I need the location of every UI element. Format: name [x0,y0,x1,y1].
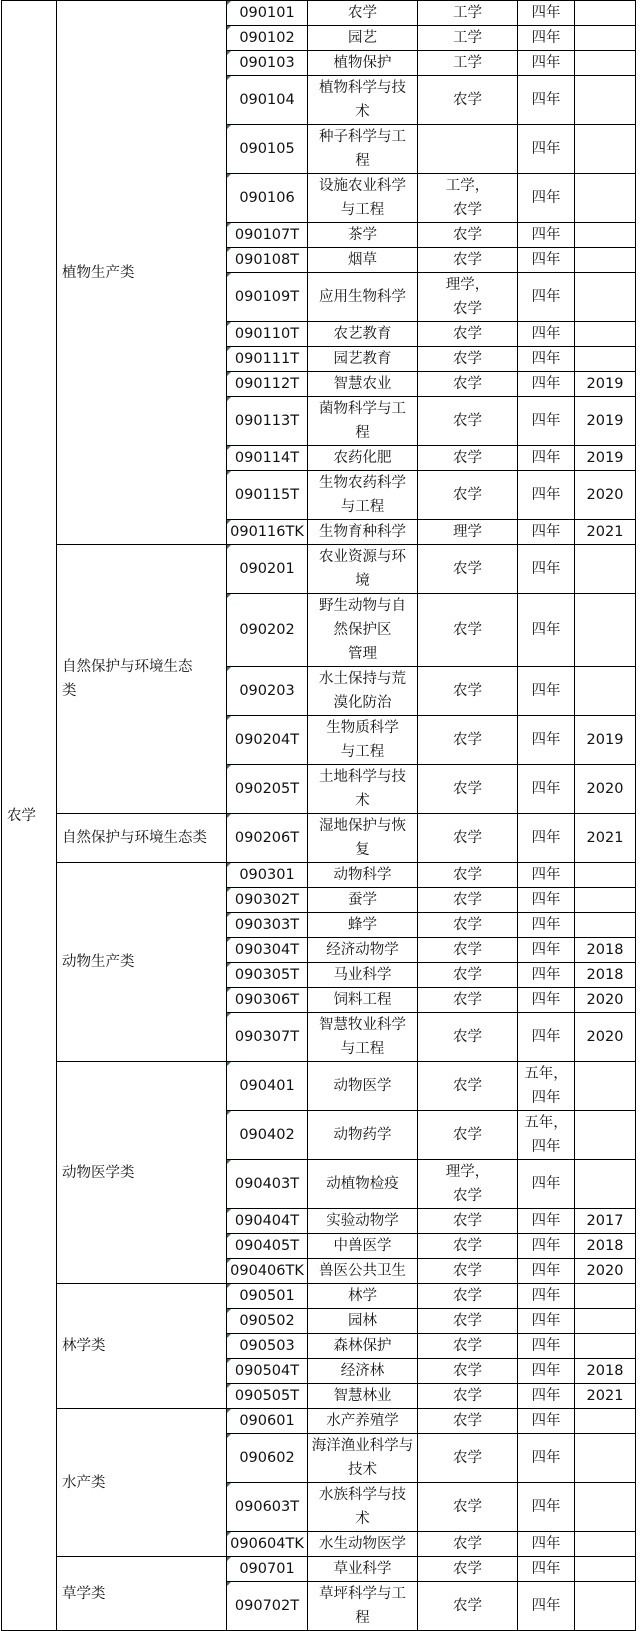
category-cell: 自然保护与环境生态 类 [57,545,227,814]
year-added-cell [575,1,636,26]
table-row [2,545,636,594]
year-added-cell: 2021 [575,1384,636,1409]
duration-cell: 四年 [518,1259,575,1284]
major-name-cell: 种子科学与工 程 [308,125,418,174]
major-code-cell: 090205T [227,765,308,814]
degree-cell: 农学 [418,1557,518,1582]
degree-cell: 农学 [418,1309,518,1334]
duration-cell: 四年 [518,1,575,26]
duration-cell: 四年 [518,1234,575,1259]
degree-cell: 农学 [418,322,518,347]
category-cell: 林学类 [57,1284,227,1409]
degree-cell: 理学 [418,520,518,545]
category-cell: 动物生产类 [57,863,227,1062]
major-name-cell: 动物药学 [308,1111,418,1160]
year-added-cell [575,1582,636,1631]
duration-cell: 四年 [518,397,575,446]
year-added-cell [575,223,636,248]
major-name-cell: 动植物检疫 [308,1160,418,1209]
degree-cell [418,125,518,174]
major-catalog-table [1,0,636,1631]
duration-cell: 四年 [518,76,575,125]
major-code-cell: 090502 [227,1309,308,1334]
major-code-cell: 090107T [227,223,308,248]
major-code-cell: 090402 [227,1111,308,1160]
degree-cell: 农学 [418,667,518,716]
table-row [2,1284,636,1309]
year-added-cell [575,322,636,347]
major-code-cell: 090106 [227,174,308,223]
major-code-cell: 090108T [227,248,308,273]
duration-cell: 四年 [518,471,575,520]
major-name-cell: 水产养殖学 [308,1409,418,1434]
major-name-cell: 实验动物学 [308,1209,418,1234]
degree-cell: 农学 [418,1334,518,1359]
degree-cell: 农学 [418,1483,518,1532]
major-name-cell: 动物科学 [308,863,418,888]
category-cell: 草学类 [57,1557,227,1631]
degree-cell: 农学 [418,765,518,814]
table-row [2,863,636,888]
major-name-cell: 草业科学 [308,1557,418,1582]
degree-cell: 农学 [418,372,518,397]
major-name-cell: 农药化肥 [308,446,418,471]
year-added-cell: 2018 [575,1234,636,1259]
duration-cell: 四年 [518,223,575,248]
major-code-cell: 090102 [227,26,308,51]
year-added-cell: 2018 [575,1359,636,1384]
duration-cell: 四年 [518,125,575,174]
year-added-cell [575,1434,636,1483]
duration-cell: 四年 [518,174,575,223]
major-code-cell: 090202 [227,594,308,667]
duration-cell: 四年 [518,51,575,76]
major-name-cell: 蜂学 [308,913,418,938]
degree-cell: 农学 [418,963,518,988]
year-added-cell: 2019 [575,372,636,397]
major-name-cell: 野生动物与自 然保护区 管理 [308,594,418,667]
year-added-cell [575,1284,636,1309]
major-name-cell: 生物农药科学 与工程 [308,471,418,520]
year-added-cell [575,1483,636,1532]
year-added-cell [575,1111,636,1160]
duration-cell: 四年 [518,594,575,667]
degree-cell: 农学 [418,888,518,913]
major-name-cell: 草坪科学与工 程 [308,1582,418,1631]
category-cell: 动物医学类 [57,1062,227,1284]
year-added-cell: 2019 [575,716,636,765]
major-name-cell: 农学 [308,1,418,26]
major-name-cell: 植物科学与技 术 [308,76,418,125]
degree-cell: 农学 [418,988,518,1013]
year-added-cell [575,1557,636,1582]
major-code-cell: 090603T [227,1483,308,1532]
duration-cell: 四年 [518,1557,575,1582]
duration-cell: 四年 [518,667,575,716]
major-code-cell: 090116TK [227,520,308,545]
year-added-cell: 2020 [575,988,636,1013]
year-added-cell: 2021 [575,814,636,863]
major-code-cell: 090104 [227,76,308,125]
major-code-cell: 090302T [227,888,308,913]
major-code-cell: 090109T [227,273,308,322]
duration-cell: 四年 [518,322,575,347]
major-name-cell: 园林 [308,1309,418,1334]
degree-cell: 农学 [418,1384,518,1409]
major-code-cell: 090505T [227,1384,308,1409]
degree-cell: 农学 [418,1284,518,1309]
duration-cell: 四年 [518,1384,575,1409]
duration-cell: 四年 [518,26,575,51]
year-added-cell: 2019 [575,397,636,446]
duration-cell: 四年 [518,888,575,913]
major-code-cell: 090403T [227,1160,308,1209]
major-code-cell: 090105 [227,125,308,174]
major-name-cell: 园艺 [308,26,418,51]
degree-cell: 工学 [418,26,518,51]
year-added-cell [575,76,636,125]
major-name-cell: 农艺教育 [308,322,418,347]
major-name-cell: 智慧林业 [308,1384,418,1409]
year-added-cell [575,545,636,594]
major-code-cell: 090112T [227,372,308,397]
major-name-cell: 马业科学 [308,963,418,988]
major-name-cell: 水土保持与荒 漠化防治 [308,667,418,716]
major-code-cell: 090103 [227,51,308,76]
degree-cell: 农学 [418,1111,518,1160]
degree-cell: 农学 [418,938,518,963]
duration-cell: 四年 [518,814,575,863]
year-added-cell [575,1334,636,1359]
duration-cell: 四年 [518,1409,575,1434]
table-row [2,1409,636,1434]
degree-cell: 工学 [418,51,518,76]
major-name-cell: 植物保护 [308,51,418,76]
duration-cell: 四年 [518,372,575,397]
year-added-cell [575,1532,636,1557]
degree-cell: 理学， 农学 [418,273,518,322]
year-added-cell [575,1309,636,1334]
degree-cell: 农学 [418,76,518,125]
year-added-cell [575,863,636,888]
year-added-cell: 2017 [575,1209,636,1234]
major-name-cell: 生物育种科学 [308,520,418,545]
major-code-cell: 090404T [227,1209,308,1234]
discipline-cell: 农学 [2,1,57,1631]
duration-cell: 四年 [518,863,575,888]
major-code-cell: 090206T [227,814,308,863]
major-code-cell: 090111T [227,347,308,372]
degree-cell: 农学 [418,1259,518,1284]
major-code-cell: 090701 [227,1557,308,1582]
major-name-cell: 湿地保护与恢 复 [308,814,418,863]
table-row [2,1,636,26]
year-added-cell [575,125,636,174]
year-added-cell: 2021 [575,520,636,545]
duration-cell: 四年 [518,1160,575,1209]
major-name-cell: 菌物科学与工 程 [308,397,418,446]
year-added-cell: 2020 [575,1013,636,1062]
year-added-cell [575,1160,636,1209]
duration-cell: 四年 [518,1309,575,1334]
table-row [2,1557,636,1582]
duration-cell: 四年 [518,913,575,938]
degree-cell: 农学 [418,248,518,273]
major-name-cell: 动物医学 [308,1062,418,1111]
major-code-cell: 090301 [227,863,308,888]
major-name-cell: 林学 [308,1284,418,1309]
degree-cell: 农学 [418,1062,518,1111]
duration-cell: 四年 [518,446,575,471]
major-code-cell: 090306T [227,988,308,1013]
category-cell: 水产类 [57,1409,227,1557]
major-code-cell: 090304T [227,938,308,963]
degree-cell: 农学 [418,716,518,765]
degree-cell: 农学 [418,814,518,863]
year-added-cell: 2018 [575,963,636,988]
degree-cell: 理学， 农学 [418,1160,518,1209]
degree-cell: 农学 [418,594,518,667]
duration-cell: 四年 [518,545,575,594]
major-code-cell: 090501 [227,1284,308,1309]
year-added-cell: 2019 [575,446,636,471]
major-name-cell: 园艺教育 [308,347,418,372]
major-name-cell: 经济林 [308,1359,418,1384]
duration-cell: 四年 [518,1334,575,1359]
degree-cell: 农学 [418,913,518,938]
degree-cell: 农学 [418,1013,518,1062]
major-code-cell: 090503 [227,1334,308,1359]
year-added-cell [575,248,636,273]
major-name-cell: 蚕学 [308,888,418,913]
year-added-cell [575,667,636,716]
catalog-body [2,1,636,1631]
major-code-cell: 090601 [227,1409,308,1434]
major-name-cell: 生物质科学 与工程 [308,716,418,765]
major-name-cell: 中兽医学 [308,1234,418,1259]
major-code-cell: 090203 [227,667,308,716]
year-added-cell [575,273,636,322]
major-code-cell: 090504T [227,1359,308,1384]
year-added-cell [575,174,636,223]
duration-cell: 四年 [518,765,575,814]
duration-cell: 四年 [518,1284,575,1309]
major-code-cell: 090303T [227,913,308,938]
major-name-cell: 智慧牧业科学 与工程 [308,1013,418,1062]
degree-cell: 农学 [418,1209,518,1234]
major-code-cell: 090204T [227,716,308,765]
year-added-cell [575,26,636,51]
degree-cell: 农学 [418,471,518,520]
duration-cell: 五年， 四年 [518,1062,575,1111]
major-code-cell: 090702T [227,1582,308,1631]
degree-cell: 农学 [418,1532,518,1557]
major-code-cell: 090401 [227,1062,308,1111]
major-name-cell: 兽医公共卫生 [308,1259,418,1284]
duration-cell: 四年 [518,1532,575,1557]
degree-cell: 农学 [418,545,518,594]
duration-cell: 四年 [518,1483,575,1532]
degree-cell: 农学 [418,1582,518,1631]
year-added-cell [575,888,636,913]
degree-cell: 工学， 农学 [418,174,518,223]
degree-cell: 农学 [418,347,518,372]
category-cell: 自然保护与环境生态类 [57,814,227,863]
year-added-cell [575,347,636,372]
degree-cell: 农学 [418,1409,518,1434]
degree-cell: 农学 [418,1359,518,1384]
year-added-cell [575,51,636,76]
duration-cell: 四年 [518,1013,575,1062]
major-name-cell: 农业资源与环 境 [308,545,418,594]
duration-cell: 四年 [518,716,575,765]
major-name-cell: 应用生物科学 [308,273,418,322]
year-added-cell: 2018 [575,938,636,963]
major-code-cell: 090114T [227,446,308,471]
duration-cell: 四年 [518,988,575,1013]
major-name-cell: 设施农业科学 与工程 [308,174,418,223]
year-added-cell: 2020 [575,1259,636,1284]
year-added-cell: 2020 [575,765,636,814]
table-row [2,1062,636,1111]
major-name-cell: 烟草 [308,248,418,273]
major-code-cell: 090110T [227,322,308,347]
degree-cell: 农学 [418,397,518,446]
major-name-cell: 森林保护 [308,1334,418,1359]
duration-cell: 四年 [518,248,575,273]
duration-cell: 四年 [518,520,575,545]
major-code-cell: 090602 [227,1434,308,1483]
major-code-cell: 090305T [227,963,308,988]
duration-cell: 四年 [518,273,575,322]
major-name-cell: 海洋渔业科学与 技术 [308,1434,418,1483]
year-added-cell [575,1409,636,1434]
major-name-cell: 水族科学与技 术 [308,1483,418,1532]
duration-cell: 四年 [518,1582,575,1631]
duration-cell: 四年 [518,1434,575,1483]
degree-cell: 农学 [418,1434,518,1483]
major-code-cell: 090115T [227,471,308,520]
major-name-cell: 土地科学与技 术 [308,765,418,814]
major-name-cell: 智慧农业 [308,372,418,397]
major-code-cell: 090406TK [227,1259,308,1284]
major-code-cell: 090604TK [227,1532,308,1557]
major-code-cell: 090201 [227,545,308,594]
major-code-cell: 090405T [227,1234,308,1259]
major-name-cell: 饲料工程 [308,988,418,1013]
duration-cell: 四年 [518,938,575,963]
duration-cell: 四年 [518,1209,575,1234]
year-added-cell [575,594,636,667]
major-name-cell: 经济动物学 [308,938,418,963]
major-name-cell: 水生动物医学 [308,1532,418,1557]
degree-cell: 农学 [418,446,518,471]
degree-cell: 农学 [418,223,518,248]
degree-cell: 工学 [418,1,518,26]
year-added-cell [575,1062,636,1111]
duration-cell: 四年 [518,1359,575,1384]
major-code-cell: 090307T [227,1013,308,1062]
duration-cell: 四年 [518,347,575,372]
year-added-cell: 2020 [575,471,636,520]
major-name-cell: 茶学 [308,223,418,248]
major-code-cell: 090113T [227,397,308,446]
year-added-cell [575,913,636,938]
duration-cell: 五年， 四年 [518,1111,575,1160]
table-row [2,814,636,863]
major-code-cell: 090101 [227,1,308,26]
category-cell: 植物生产类 [57,1,227,545]
degree-cell: 农学 [418,1234,518,1259]
degree-cell: 农学 [418,863,518,888]
duration-cell: 四年 [518,963,575,988]
